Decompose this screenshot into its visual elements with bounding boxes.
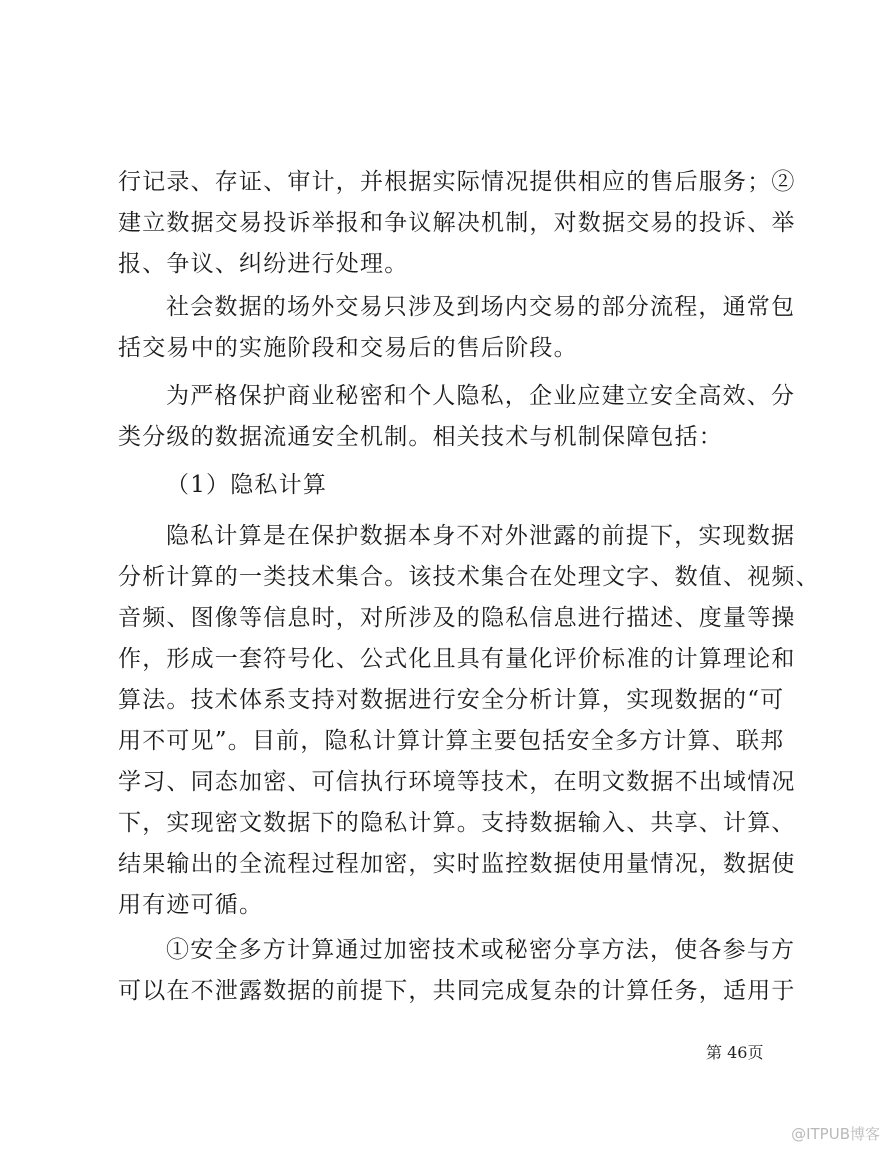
text-line: 下，实现密文数据下的隐私计算。支持数据输入、共享、计算、	[118, 810, 796, 836]
paragraph-first-line: 为严格保护商业秘密和个人隐私，企业应建立安全高效、分	[166, 383, 796, 409]
text-line: 分析计算的一类技术集合。该技术集合在处理文字、数值、视频、	[118, 564, 820, 590]
text-line: 用不可见”。目前，隐私计算计算主要包括安全多方计算、联邦	[118, 728, 785, 754]
paragraph-first-line: 隐私计算是在保护数据本身不对外泄露的前提下，实现数据	[166, 523, 796, 549]
text-line: 音频、图像等信息时，对所涉及的隐私信息进行描述、度量等操	[118, 605, 796, 631]
paragraph-first-line: ①安全多方计算通过加密技术或秘密分享方法，使各参与方	[166, 937, 796, 963]
page-number: 第 46页	[706, 1043, 764, 1062]
text-line: 可以在不泄露数据的前提下，共同完成复杂的计算任务，适用于	[118, 978, 796, 1004]
text-line: 结果输出的全流程过程加密，实时监控数据使用量情况，数据使	[118, 851, 796, 877]
text-line: 类分级的数据流通安全机制。相关技术与机制保障包括：	[118, 424, 723, 450]
text-line: 行记录、存证、审计，并根据实际情况提供相应的售后服务；②	[118, 169, 796, 195]
text-line: 用有迹可循。	[118, 892, 264, 918]
text-line: 学习、同态加密、可信执行环境等技术，在明文数据不出域情况	[118, 769, 796, 795]
text-line: 算法。技术体系支持对数据进行安全分析计算，实现数据的“可	[118, 687, 785, 713]
text-line: 报、争议、纠纷进行处理。	[118, 251, 409, 277]
section-heading: （1）隐私计算	[166, 472, 328, 498]
paragraph-first-line: 社会数据的场外交易只涉及到场内交易的部分流程，通常包	[166, 294, 796, 320]
text-line: 建立数据交易投诉举报和争议解决机制，对数据交易的投诉、举	[118, 210, 796, 236]
watermark-text: @ITPUB博客	[791, 1125, 880, 1143]
text-line: 作，形成一套符号化、公式化且具有量化评价标准的计算理论和	[118, 646, 796, 672]
text-line: 括交易中的实施阶段和交易后的售后阶段。	[118, 335, 578, 361]
